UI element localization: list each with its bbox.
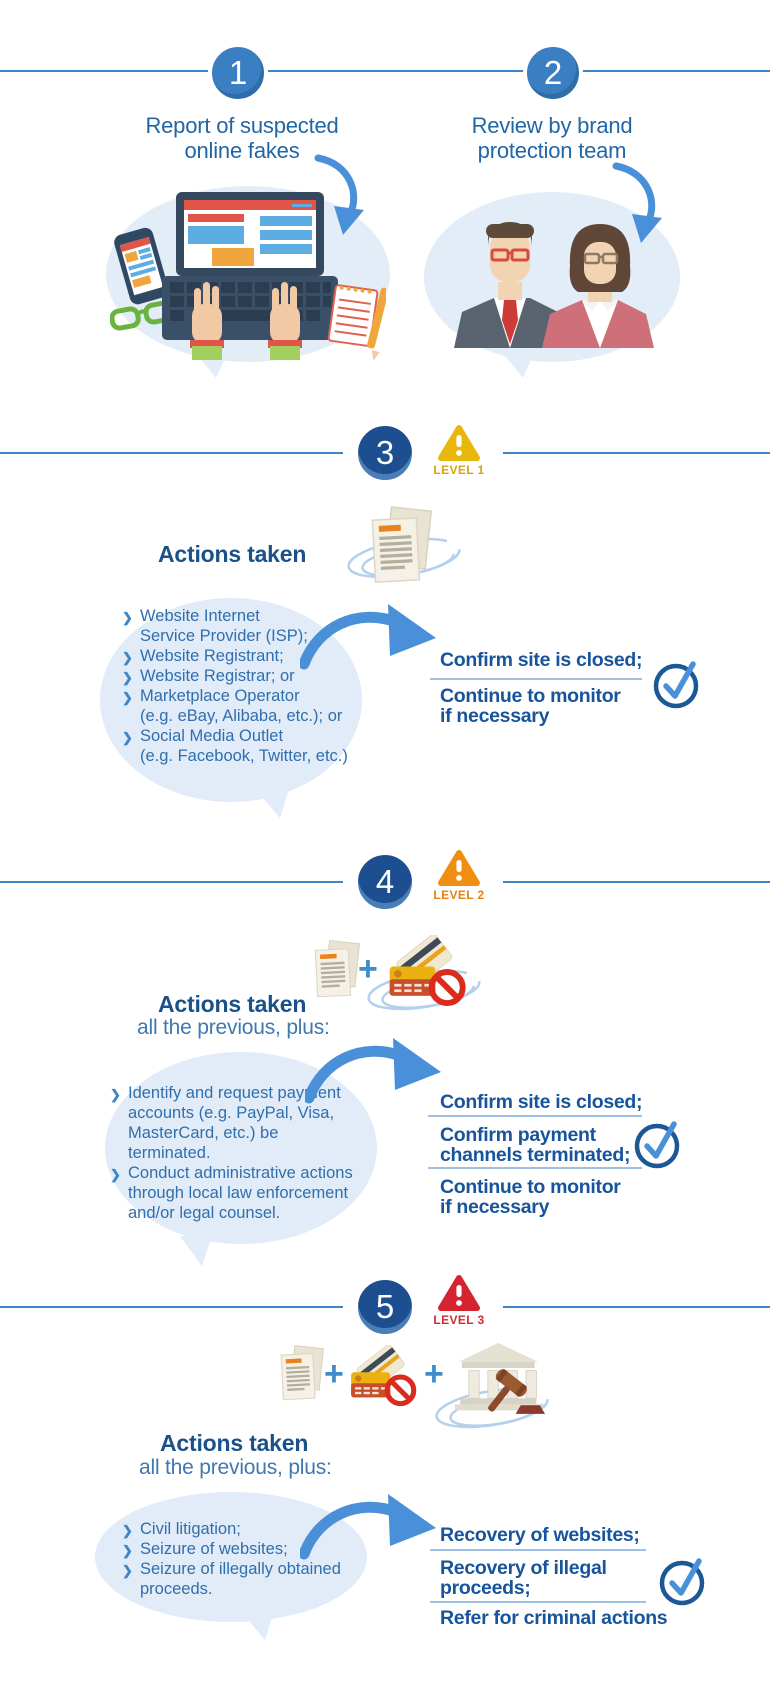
plus-icon: + — [424, 1355, 444, 1393]
step2-title-line2: protection team — [477, 138, 627, 163]
list-item: ❯ Seizure of websites; — [122, 1539, 357, 1559]
list-item: ❯ Marketplace Operator (e.g. eBay, Alibaba, etc.); or — [122, 687, 343, 725]
step5-number: 5 — [375, 1288, 395, 1325]
step5-results-1 — [440, 1525, 665, 1545]
courthouse-gavel-icon — [448, 1336, 552, 1426]
step3-bubble-tail — [258, 792, 288, 818]
divider-step4-left — [0, 881, 343, 883]
result-item: Confirm payment channels terminated; — [440, 1124, 631, 1166]
step5-heading: Actions taken — [160, 1430, 309, 1456]
list-item: ❯ Civil litigation; — [122, 1519, 357, 1539]
list-item: ❯ Website Internet Service Provider (ISP); — [122, 607, 308, 645]
documents-icon — [368, 505, 432, 585]
chevron-bullet-icon: ❯ — [122, 1523, 133, 1538]
result-item: Recovery of websites; — [440, 1524, 640, 1546]
result-item: Confirm site is closed; — [440, 649, 643, 671]
step3-results — [440, 650, 650, 670]
divider-step4-right — [503, 881, 770, 883]
list-item: ❯ Identify and request payment accounts (e.g. PayPal, Visa, MasterCard, etc.) be terminated. — [110, 1084, 341, 1162]
plus-icon: + — [358, 950, 378, 988]
step4-subheading: all the previous, plus: — [137, 1016, 330, 1039]
step4-swoosh-arrow-icon — [305, 1032, 445, 1117]
checkmark-badge-icon — [656, 1552, 712, 1608]
result-divider — [430, 678, 642, 680]
result-item: Continue to monitor if necessary — [440, 1176, 621, 1218]
step4-number-circle — [354, 851, 416, 913]
chevron-bullet-icon: ❯ — [122, 610, 133, 625]
step1-number-circle — [208, 43, 268, 103]
step3-results-2 — [440, 686, 650, 726]
result-item: Recovery of illegal proceeds; — [440, 1557, 607, 1599]
step2-title — [427, 113, 677, 163]
result-divider — [430, 1549, 646, 1551]
smartphone-icon — [112, 226, 170, 306]
step4-heading: Actions taken — [158, 991, 307, 1017]
alert-triangle-level2-icon — [437, 849, 481, 889]
step3-level-label: LEVEL 1 — [433, 463, 485, 477]
result-divider — [428, 1167, 642, 1169]
documents-icon — [278, 1343, 324, 1403]
step5-results-3 — [440, 1608, 680, 1628]
step3-heading: Actions taken — [158, 541, 307, 567]
list-item: ❯ Social Media Outlet (e.g. Facebook, Twitter, etc.) — [122, 727, 348, 765]
step2-title-line1: Review by brand — [471, 113, 633, 138]
notepad-icon — [326, 281, 386, 360]
checkmark-badge-icon — [650, 655, 706, 711]
chevron-bullet-icon: ❯ — [122, 1543, 133, 1558]
step4-number: 4 — [375, 863, 395, 900]
alert-triangle-level3-icon — [437, 1274, 481, 1314]
divider-step3-left — [0, 452, 343, 454]
step1-number: 1 — [228, 54, 248, 91]
step2-number: 2 — [543, 54, 563, 91]
step5-swoosh-arrow-icon — [300, 1488, 440, 1573]
step4-results-1 — [440, 1092, 650, 1112]
step2-bubble-tail — [505, 356, 533, 378]
plus-icon: + — [324, 1355, 344, 1393]
result-divider — [430, 1601, 646, 1603]
step3-number-circle — [354, 422, 416, 484]
list-item: ❯ Website Registrant; — [122, 646, 350, 666]
divider-top — [0, 70, 770, 72]
step5-bubble-tail — [243, 1614, 273, 1640]
alert-triangle-level1-icon — [437, 424, 481, 464]
divider-step3-right — [503, 452, 770, 454]
step2-curved-arrow-icon — [610, 160, 665, 245]
step3-number: 3 — [375, 434, 395, 471]
chevron-bullet-icon: ❯ — [122, 670, 133, 685]
step4-bubble-tail — [180, 1236, 212, 1266]
step5-level-label: LEVEL 3 — [433, 1313, 485, 1327]
checkmark-badge-icon — [631, 1115, 687, 1171]
chevron-bullet-icon: ❯ — [122, 650, 133, 665]
divider-step5-right — [503, 1306, 770, 1308]
result-item: Refer for criminal actions — [440, 1607, 668, 1629]
step5-results-2 — [440, 1558, 665, 1598]
documents-icon — [312, 938, 360, 1000]
chevron-bullet-icon: ❯ — [122, 1563, 133, 1578]
chevron-bullet-icon: ❯ — [110, 1167, 121, 1182]
list-item: ❯ Website Registrar; or — [122, 666, 350, 686]
step4-results-2 — [440, 1125, 650, 1165]
step5-number-circle — [354, 1276, 416, 1338]
step4-results-3 — [440, 1177, 650, 1217]
step1-title-line2: online fakes — [184, 138, 300, 163]
chevron-bullet-icon: ❯ — [122, 730, 133, 745]
result-item: Confirm site is closed; — [440, 1091, 643, 1113]
payment-cards-blocked-icon — [348, 1345, 420, 1409]
step4-level-label: LEVEL 2 — [433, 888, 485, 902]
step3-swoosh-arrow-icon — [300, 598, 440, 683]
list-item: ❯ Seizure of illegally obtained proceeds. — [122, 1560, 341, 1598]
chevron-bullet-icon: ❯ — [110, 1087, 121, 1102]
payment-cards-blocked-icon — [386, 935, 470, 1009]
step5-subheading: all the previous, plus: — [139, 1456, 332, 1479]
divider-step5-left — [0, 1306, 343, 1308]
step1-title-line1: Report of suspected — [145, 113, 339, 138]
step2-number-circle — [523, 43, 583, 103]
result-divider — [428, 1115, 642, 1117]
result-item: Continue to monitor if necessary — [440, 685, 621, 727]
chevron-bullet-icon: ❯ — [122, 690, 133, 705]
list-item: ❯ Conduct administrative actions through local law enforcement and/or legal counsel. — [110, 1164, 353, 1222]
step1-curved-arrow-icon — [312, 152, 367, 237]
